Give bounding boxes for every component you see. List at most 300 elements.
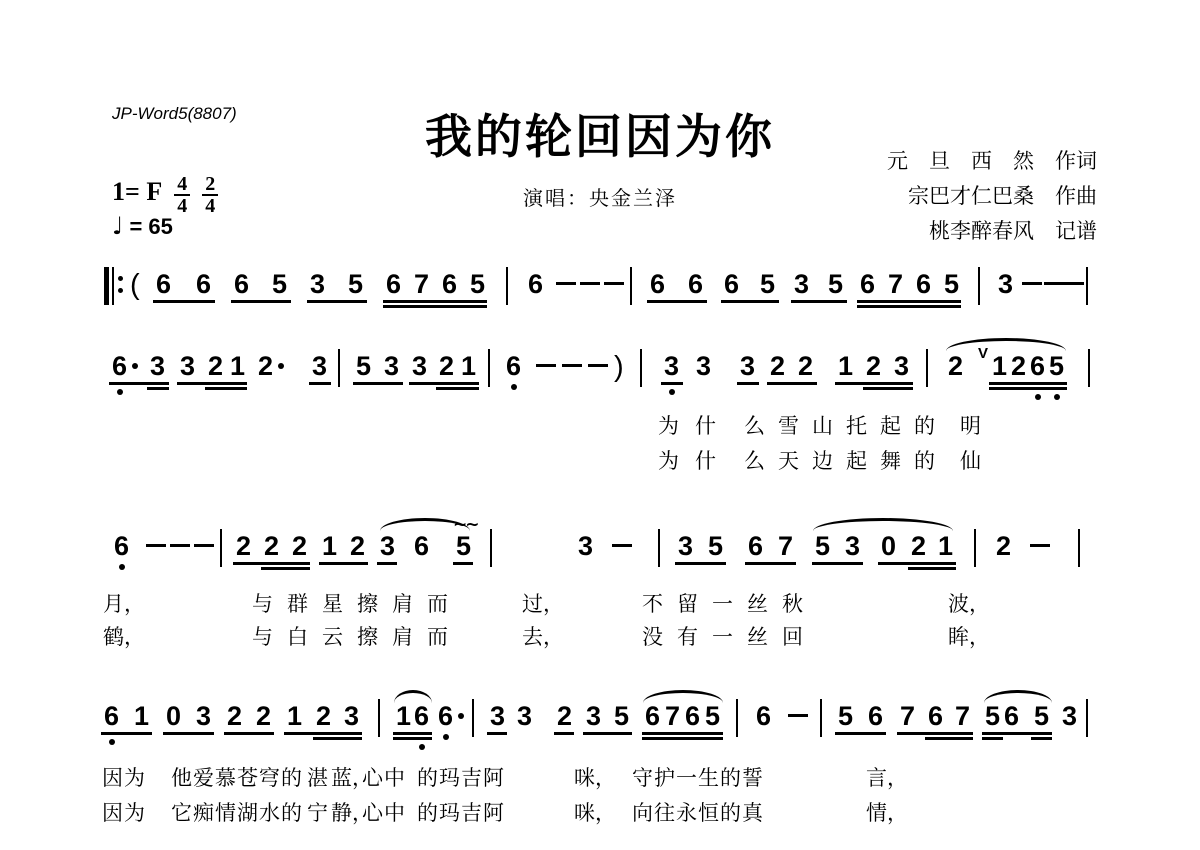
note-number: 5 bbox=[828, 269, 844, 299]
note bbox=[470, 270, 485, 298]
note-number: 5 bbox=[705, 701, 721, 731]
barline bbox=[378, 699, 380, 737]
note bbox=[888, 270, 903, 298]
beam-underline bbox=[647, 300, 707, 303]
note-number: 5 bbox=[1049, 351, 1065, 381]
note bbox=[348, 270, 363, 298]
note bbox=[414, 270, 429, 298]
duration-dash bbox=[580, 282, 600, 285]
beam-underline bbox=[878, 562, 956, 565]
note bbox=[928, 702, 943, 730]
note bbox=[166, 702, 181, 730]
duration-dash bbox=[562, 364, 582, 367]
note bbox=[461, 352, 476, 380]
barline bbox=[488, 349, 490, 387]
barline bbox=[220, 529, 222, 567]
note bbox=[114, 532, 129, 560]
note-number: 6 bbox=[685, 701, 701, 731]
barline bbox=[630, 267, 632, 305]
note-number: 7 bbox=[778, 531, 794, 561]
note bbox=[955, 702, 970, 730]
beam-underline bbox=[409, 382, 479, 385]
note-number: 6 bbox=[724, 269, 740, 299]
note bbox=[724, 270, 739, 298]
note-number: 6 bbox=[506, 351, 522, 381]
note-number: 1 bbox=[322, 531, 338, 561]
lyric-segment: 咪， bbox=[574, 801, 616, 825]
note-number: 5 bbox=[272, 269, 288, 299]
barline bbox=[658, 529, 660, 567]
note-number: 3 bbox=[998, 269, 1014, 299]
beam-underline bbox=[233, 562, 310, 565]
note bbox=[396, 702, 411, 730]
note-number: 3 bbox=[740, 351, 756, 381]
note bbox=[312, 352, 327, 380]
tempo-value: = 65 bbox=[129, 214, 173, 239]
beam-underline bbox=[791, 300, 847, 303]
note-number: 3 bbox=[412, 351, 428, 381]
beam-underline bbox=[284, 732, 362, 735]
note bbox=[1030, 352, 1045, 380]
note bbox=[256, 702, 271, 730]
mordent-icon: ~~ bbox=[453, 515, 478, 535]
low-octave-dot bbox=[419, 744, 425, 750]
beam-underline bbox=[737, 382, 759, 385]
note bbox=[453, 515, 478, 561]
lyric-segment: 与白云擦肩而 bbox=[252, 625, 462, 649]
note bbox=[586, 702, 601, 730]
lyric-segment: 咪， bbox=[574, 766, 616, 790]
note-number: 3 bbox=[678, 531, 694, 561]
lyric-segment: 蓝， bbox=[331, 766, 373, 790]
note bbox=[944, 270, 959, 298]
beam-underline bbox=[147, 382, 169, 385]
note-number: 3 bbox=[845, 531, 861, 561]
note-number: 2 bbox=[439, 351, 455, 381]
duration-dash bbox=[1064, 282, 1084, 285]
note bbox=[778, 532, 793, 560]
beam-underline bbox=[982, 732, 1052, 735]
note-number: 6 bbox=[1030, 351, 1046, 381]
note-number: 6 bbox=[386, 269, 402, 299]
note-number: 5 bbox=[1034, 701, 1050, 731]
low-octave-dot bbox=[443, 734, 449, 740]
performer-line: 演唱：央金兰泽 bbox=[523, 188, 677, 210]
note bbox=[770, 352, 785, 380]
note bbox=[236, 532, 251, 560]
barline bbox=[1086, 267, 1088, 305]
lyric-segment: 因为 bbox=[102, 801, 146, 825]
beam-underline bbox=[383, 300, 487, 303]
note bbox=[866, 352, 881, 380]
note bbox=[992, 352, 1007, 380]
repeat-thick-bar bbox=[104, 267, 109, 305]
low-octave-dot bbox=[1054, 394, 1060, 400]
note-number: 6 bbox=[414, 531, 430, 561]
lyricist-credit: 元 旦 西 然 作词 bbox=[887, 149, 1097, 173]
note bbox=[344, 702, 359, 730]
note-number: 3 bbox=[664, 351, 680, 381]
beam-underline bbox=[453, 562, 473, 565]
beam-underline bbox=[812, 562, 863, 565]
note-number: 6 bbox=[860, 269, 876, 299]
note-number: 0 bbox=[166, 701, 182, 731]
note-number: 2 bbox=[236, 531, 252, 561]
barline bbox=[1088, 349, 1090, 387]
note-number: 1 bbox=[134, 701, 150, 731]
parenthesis: ( bbox=[130, 269, 140, 301]
note-number: 6 bbox=[438, 701, 454, 731]
note bbox=[696, 352, 711, 380]
lyric-segment: 为什 bbox=[658, 449, 732, 473]
barline bbox=[820, 699, 822, 737]
repeat-thin-bar bbox=[112, 267, 114, 305]
note-number: 1 bbox=[396, 701, 412, 731]
note-number: 2 bbox=[866, 351, 882, 381]
note bbox=[414, 532, 429, 560]
note-number: 6 bbox=[196, 269, 212, 299]
note-number: 2 bbox=[258, 351, 274, 381]
lyric-segment: 不留一丝秋 bbox=[642, 592, 817, 616]
augmentation-dot bbox=[458, 713, 464, 719]
beam-underline bbox=[153, 300, 215, 303]
duration-dash bbox=[788, 714, 808, 717]
beam-underline bbox=[989, 387, 1067, 390]
note-number: 2 bbox=[208, 351, 224, 381]
beam-underline bbox=[307, 300, 367, 303]
lyric-segment: 守护一生的誓 bbox=[632, 766, 764, 790]
lyric-segment: 月， bbox=[103, 592, 145, 616]
beam-underline bbox=[661, 382, 683, 385]
note-number: 7 bbox=[414, 269, 430, 299]
note bbox=[557, 702, 572, 730]
lyric-segment: 与群星擦肩而 bbox=[252, 592, 462, 616]
note-number: 6 bbox=[528, 269, 544, 299]
note bbox=[230, 352, 245, 380]
lyric-segment: 没有一丝回 bbox=[642, 625, 817, 649]
note bbox=[760, 270, 775, 298]
beam-underline bbox=[897, 732, 973, 735]
note bbox=[316, 702, 331, 730]
note bbox=[208, 352, 223, 380]
repeat-dot bbox=[118, 276, 123, 281]
lyric-segment: 么天边起舞的 bbox=[744, 449, 948, 473]
barline bbox=[926, 349, 928, 387]
duration-dash bbox=[1044, 282, 1064, 285]
note-number: 6 bbox=[114, 531, 130, 561]
quarter-note-icon: ♩ bbox=[112, 212, 124, 240]
beam-underline bbox=[163, 732, 214, 735]
note-number: 3 bbox=[578, 531, 594, 561]
note-number: 3 bbox=[894, 351, 910, 381]
note bbox=[705, 702, 720, 730]
beam-underline bbox=[436, 387, 479, 390]
beam-underline bbox=[982, 737, 1003, 740]
note bbox=[756, 702, 771, 730]
note bbox=[868, 702, 883, 730]
note bbox=[798, 352, 813, 380]
note bbox=[1049, 352, 1064, 380]
time-signature-4-4: $\frac{4}{4}$ bbox=[174, 175, 190, 216]
note bbox=[438, 702, 453, 730]
note bbox=[322, 532, 337, 560]
beam-underline bbox=[177, 382, 247, 385]
note-number: 1 bbox=[838, 351, 854, 381]
note bbox=[287, 702, 302, 730]
note-number: 7 bbox=[665, 701, 681, 731]
beam-underline bbox=[393, 737, 432, 740]
barline bbox=[1086, 699, 1088, 737]
beam-underline bbox=[835, 382, 913, 385]
note-number: 2 bbox=[911, 531, 927, 561]
duration-dash bbox=[194, 544, 214, 547]
note bbox=[180, 352, 195, 380]
note bbox=[996, 532, 1011, 560]
note bbox=[900, 702, 915, 730]
note bbox=[292, 532, 307, 560]
beam-underline bbox=[925, 737, 973, 740]
barline bbox=[490, 529, 492, 567]
beam-underline bbox=[393, 732, 432, 735]
note bbox=[134, 702, 149, 730]
note bbox=[196, 270, 211, 298]
note-number: 2 bbox=[770, 351, 786, 381]
barline bbox=[978, 267, 980, 305]
beam-underline bbox=[721, 300, 779, 303]
lyric-segment: 它痴情湖水的 bbox=[171, 801, 303, 825]
duration-dash bbox=[604, 282, 624, 285]
lyric-segment: 去， bbox=[522, 625, 564, 649]
note bbox=[948, 352, 963, 380]
note bbox=[196, 702, 211, 730]
note bbox=[227, 702, 242, 730]
beam-underline bbox=[224, 732, 274, 735]
note-number: 6 bbox=[234, 269, 250, 299]
note bbox=[998, 270, 1013, 298]
note bbox=[350, 532, 365, 560]
note-number: 6 bbox=[104, 701, 120, 731]
duration-dash bbox=[1022, 282, 1042, 285]
note-number: 3 bbox=[196, 701, 212, 731]
beam-underline bbox=[767, 382, 817, 385]
lyric-segment: 鹤， bbox=[103, 625, 145, 649]
barline bbox=[736, 699, 738, 737]
beam-underline bbox=[583, 732, 632, 735]
note-number: 7 bbox=[955, 701, 971, 731]
watermark-text: JP-Word5(8807) bbox=[112, 104, 237, 123]
note-number: 2 bbox=[264, 531, 280, 561]
duration-dash bbox=[612, 544, 632, 547]
duration-dash bbox=[588, 364, 608, 367]
note bbox=[828, 270, 843, 298]
note bbox=[264, 532, 279, 560]
slur-arc bbox=[984, 690, 1052, 703]
note-number: 2 bbox=[256, 701, 272, 731]
note bbox=[740, 352, 755, 380]
note bbox=[112, 352, 127, 380]
note-number: 2 bbox=[557, 701, 573, 731]
note bbox=[688, 270, 703, 298]
beam-underline bbox=[675, 562, 726, 565]
note bbox=[685, 702, 700, 730]
note-number: 2 bbox=[292, 531, 308, 561]
lyric-segment: 为什 bbox=[658, 414, 732, 438]
note-number: 5 bbox=[470, 269, 486, 299]
note-number: 5 bbox=[348, 269, 364, 299]
note bbox=[517, 702, 532, 730]
beam-underline bbox=[313, 737, 362, 740]
note bbox=[442, 270, 457, 298]
note bbox=[894, 352, 909, 380]
beam-underline bbox=[908, 567, 956, 570]
lyric-segment: 情， bbox=[866, 801, 908, 825]
duration-dash bbox=[1030, 544, 1050, 547]
beam-underline bbox=[261, 567, 310, 570]
repeat-dot bbox=[118, 288, 123, 293]
note bbox=[838, 702, 853, 730]
note bbox=[665, 702, 680, 730]
note-number: 6 bbox=[442, 269, 458, 299]
beam-underline bbox=[109, 382, 149, 385]
barline bbox=[506, 267, 508, 305]
transcriber-credit: 桃李醉春风 记谱 bbox=[929, 219, 1097, 243]
beam-underline bbox=[857, 300, 961, 303]
duration-dash bbox=[536, 364, 556, 367]
note-number: 6 bbox=[748, 531, 764, 561]
note bbox=[748, 532, 763, 560]
note-number: 6 bbox=[868, 701, 884, 731]
note-number: 3 bbox=[1062, 701, 1078, 731]
time-signature-2-4: $\frac{2}{4}$ bbox=[202, 175, 218, 216]
lyric-segment: 波， bbox=[948, 592, 990, 616]
note-number: 2 bbox=[948, 351, 964, 381]
lyric-segment: 过， bbox=[522, 592, 564, 616]
note bbox=[1011, 352, 1026, 380]
lyric-segment: 明 bbox=[960, 414, 981, 438]
slur-arc bbox=[394, 690, 432, 703]
lyric-segment: 静， bbox=[331, 801, 373, 825]
note bbox=[310, 270, 325, 298]
note bbox=[104, 702, 119, 730]
beam-underline bbox=[1031, 737, 1052, 740]
credits-block bbox=[887, 144, 1097, 249]
note bbox=[272, 270, 287, 298]
note bbox=[258, 352, 273, 380]
note bbox=[578, 532, 593, 560]
note bbox=[356, 352, 371, 380]
note bbox=[881, 532, 896, 560]
note bbox=[1034, 702, 1049, 730]
note-number: 1 bbox=[461, 351, 477, 381]
duration-dash bbox=[146, 544, 166, 547]
composer-credit: 宗巴才仁巴桑 作曲 bbox=[908, 184, 1097, 208]
note bbox=[985, 702, 1000, 730]
note-number: 5 bbox=[456, 531, 472, 561]
beam-underline bbox=[863, 387, 913, 390]
augmentation-dot bbox=[278, 363, 284, 369]
low-octave-dot bbox=[511, 384, 517, 390]
note-number: 3 bbox=[150, 351, 166, 381]
note-number: 3 bbox=[490, 701, 506, 731]
note-number: 2 bbox=[227, 701, 243, 731]
note-number: 3 bbox=[380, 531, 396, 561]
barline bbox=[1078, 529, 1080, 567]
note-number: 2 bbox=[1011, 351, 1027, 381]
note-number: 6 bbox=[916, 269, 932, 299]
note bbox=[1004, 702, 1019, 730]
note bbox=[439, 352, 454, 380]
note-number: 6 bbox=[928, 701, 944, 731]
beam-underline bbox=[487, 732, 507, 735]
barline bbox=[974, 529, 976, 567]
note-number: 3 bbox=[794, 269, 810, 299]
note-number: 5 bbox=[614, 701, 630, 731]
note-number: 6 bbox=[650, 269, 666, 299]
note bbox=[506, 352, 521, 380]
note-number: 5 bbox=[944, 269, 960, 299]
barline bbox=[338, 349, 340, 387]
lyric-segment: 么雪山托起的 bbox=[744, 414, 948, 438]
low-octave-dot bbox=[119, 564, 125, 570]
duration-dash bbox=[556, 282, 576, 285]
beam-underline bbox=[642, 732, 723, 735]
song-title: 我的轮回因为你 bbox=[425, 112, 775, 164]
note-number: 6 bbox=[688, 269, 704, 299]
note-number: 2 bbox=[316, 701, 332, 731]
note bbox=[412, 352, 427, 380]
note bbox=[838, 352, 853, 380]
note bbox=[528, 270, 543, 298]
note bbox=[1062, 702, 1077, 730]
note-number: 2 bbox=[798, 351, 814, 381]
beam-underline bbox=[642, 737, 723, 740]
note-number: 3 bbox=[344, 701, 360, 731]
barline bbox=[640, 349, 642, 387]
note-number: 2 bbox=[996, 531, 1012, 561]
slur-arc bbox=[643, 690, 723, 703]
note-number: 1 bbox=[938, 531, 954, 561]
note bbox=[614, 702, 629, 730]
beam-underline bbox=[319, 562, 368, 565]
note-number: 7 bbox=[900, 701, 916, 731]
breath-mark: V bbox=[978, 345, 989, 362]
note-number: 1 bbox=[992, 351, 1008, 381]
beam-underline bbox=[989, 382, 1067, 385]
note bbox=[845, 532, 860, 560]
lyric-segment: 宁 bbox=[307, 801, 328, 825]
repeat-open-sign bbox=[104, 267, 128, 305]
note bbox=[414, 702, 429, 730]
key-prefix: 1= F bbox=[112, 177, 163, 206]
lyric-segment: 的玛吉阿 bbox=[417, 801, 505, 825]
lyric-segment: 仙 bbox=[960, 449, 981, 473]
note bbox=[911, 532, 926, 560]
note-number: 6 bbox=[156, 269, 172, 299]
note bbox=[645, 702, 660, 730]
note bbox=[384, 352, 399, 380]
note bbox=[678, 532, 693, 560]
note-number: 6 bbox=[414, 701, 430, 731]
beam-underline bbox=[377, 562, 397, 565]
note-number: 3 bbox=[696, 351, 712, 381]
note bbox=[860, 270, 875, 298]
note bbox=[156, 270, 171, 298]
note-number: 5 bbox=[708, 531, 724, 561]
beam-underline bbox=[383, 305, 487, 308]
note-number: 0 bbox=[881, 531, 897, 561]
lyric-segment: 湛 bbox=[307, 766, 328, 790]
note bbox=[938, 532, 953, 560]
